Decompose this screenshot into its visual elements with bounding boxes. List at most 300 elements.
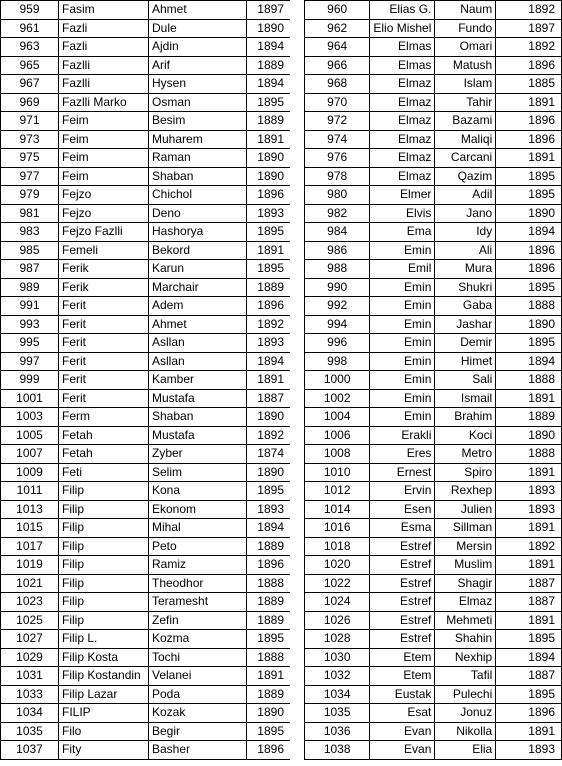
birth-year-cell: 1888 — [496, 371, 562, 390]
row-number-cell: 988 — [305, 260, 370, 279]
row-number-cell: 1002 — [305, 389, 370, 408]
birth-year-cell: 1896 — [496, 56, 562, 75]
first-name-cell: Elvis — [370, 204, 435, 223]
birth-year-cell: 1897 — [247, 1, 291, 20]
last-name-cell: Mihal — [149, 519, 247, 538]
birth-year-cell: 1874 — [247, 445, 291, 464]
row-number-cell: 985 — [1, 241, 59, 260]
table-row — [1, 426, 291, 445]
first-name-cell: Elmaz — [370, 93, 435, 112]
first-name-cell: Etem — [370, 667, 435, 686]
first-name-cell: Ferik — [59, 278, 149, 297]
birth-year-cell: 1889 — [247, 278, 291, 297]
table-row — [305, 722, 562, 741]
row-number-cell: 1021 — [1, 574, 59, 593]
last-name-cell: Ramiz — [149, 556, 247, 575]
first-name-cell: Ferit — [59, 297, 149, 316]
last-name-cell: Osman — [149, 93, 247, 112]
row-number-cell: 986 — [305, 241, 370, 260]
row-number-cell: 1004 — [305, 408, 370, 427]
first-name-cell: Fazlli — [59, 56, 149, 75]
first-name-cell: Fetah — [59, 426, 149, 445]
last-name-cell: Ahmet — [149, 1, 247, 20]
row-number-cell: 1022 — [305, 574, 370, 593]
table-row — [305, 500, 562, 519]
first-name-cell: Elmaz — [370, 130, 435, 149]
row-number-cell: 1038 — [305, 741, 370, 760]
birth-year-cell: 1896 — [247, 297, 291, 316]
first-name-cell: Elmer — [370, 186, 435, 205]
table-row — [305, 574, 562, 593]
table-row — [1, 463, 291, 482]
last-name-cell: Mehmeti — [435, 611, 496, 630]
last-name-cell: Pulechi — [435, 685, 496, 704]
birth-year-cell: 1892 — [496, 537, 562, 556]
birth-year-cell: 1890 — [247, 19, 291, 38]
table-row — [305, 482, 562, 501]
last-name-cell: Idy — [435, 223, 496, 242]
table-row — [305, 204, 562, 223]
first-name-cell: Elio Mishel — [370, 19, 435, 38]
table-row — [305, 223, 562, 242]
row-number-cell: 993 — [1, 315, 59, 334]
row-number-cell: 1035 — [305, 704, 370, 723]
first-name-cell: Emin — [370, 408, 435, 427]
row-number-cell: 971 — [1, 112, 59, 131]
first-name-cell: Filip — [59, 574, 149, 593]
first-name-cell: Eres — [370, 445, 435, 464]
first-name-cell: Filip — [59, 500, 149, 519]
table-row — [1, 38, 291, 57]
last-name-cell: Ali — [435, 241, 496, 260]
birth-year-cell: 1896 — [247, 741, 291, 760]
last-name-cell: Bekord — [149, 241, 247, 260]
table-row — [305, 371, 562, 390]
birth-year-cell: 1889 — [247, 112, 291, 131]
birth-year-cell: 1890 — [496, 204, 562, 223]
table-row — [305, 463, 562, 482]
table-row — [1, 130, 291, 149]
table-row — [1, 722, 291, 741]
birth-year-cell: 1895 — [247, 630, 291, 649]
last-name-cell: Velanei — [149, 667, 247, 686]
table-row — [1, 112, 291, 131]
last-name-cell: Rexhep — [435, 482, 496, 501]
first-name-cell: Esat — [370, 704, 435, 723]
table-row — [305, 519, 562, 538]
row-number-cell: 1017 — [1, 537, 59, 556]
birth-year-cell: 1891 — [496, 722, 562, 741]
birth-year-cell: 1891 — [247, 371, 291, 390]
birth-year-cell: 1892 — [496, 1, 562, 20]
table-row — [305, 167, 562, 186]
table-row — [1, 408, 291, 427]
last-name-cell: Teramesht — [149, 593, 247, 612]
row-number-cell: 1013 — [1, 500, 59, 519]
row-number-cell: 963 — [1, 38, 59, 57]
row-number-cell: 966 — [305, 56, 370, 75]
row-number-cell: 1008 — [305, 445, 370, 464]
first-name-cell: Emin — [370, 278, 435, 297]
birth-year-cell: 1892 — [247, 426, 291, 445]
row-number-cell: 995 — [1, 334, 59, 353]
first-name-cell: Elmaz — [370, 112, 435, 131]
row-number-cell: 1005 — [1, 426, 59, 445]
birth-year-cell: 1888 — [247, 648, 291, 667]
first-name-cell: Estref — [370, 556, 435, 575]
last-name-cell: Matush — [435, 56, 496, 75]
birth-year-cell: 1895 — [496, 685, 562, 704]
row-number-cell: 994 — [305, 315, 370, 334]
birth-year-cell: 1895 — [247, 223, 291, 242]
last-name-cell: Omari — [435, 38, 496, 57]
row-number-cell: 987 — [1, 260, 59, 279]
table-row — [305, 408, 562, 427]
birth-year-cell: 1890 — [496, 315, 562, 334]
table-row — [305, 593, 562, 612]
birth-year-cell: 1894 — [247, 519, 291, 538]
last-name-cell: Tahir — [435, 93, 496, 112]
first-name-cell: Elmas — [370, 38, 435, 57]
row-number-cell: 969 — [1, 93, 59, 112]
row-number-cell: 1000 — [305, 371, 370, 390]
row-number-cell: 1029 — [1, 648, 59, 667]
table-row — [305, 278, 562, 297]
first-name-cell: Filip — [59, 519, 149, 538]
last-name-cell: Nikolla — [435, 722, 496, 741]
table-row — [305, 445, 562, 464]
first-name-cell: Fazli — [59, 19, 149, 38]
first-name-cell: Elmaz — [370, 149, 435, 168]
last-name-cell: Mersin — [435, 537, 496, 556]
birth-year-cell: 1895 — [247, 482, 291, 501]
birth-year-cell: 1897 — [496, 19, 562, 38]
last-name-cell: Arif — [149, 56, 247, 75]
row-number-cell: 961 — [1, 19, 59, 38]
first-name-cell: Evan — [370, 741, 435, 760]
row-number-cell: 1034 — [1, 704, 59, 723]
row-number-cell: 1035 — [1, 722, 59, 741]
last-name-cell: Mustafa — [149, 426, 247, 445]
row-number-cell: 1020 — [305, 556, 370, 575]
first-name-cell: Filo — [59, 722, 149, 741]
table-row — [305, 648, 562, 667]
birth-year-cell: 1894 — [496, 648, 562, 667]
birth-year-cell: 1890 — [247, 463, 291, 482]
birth-year-cell: 1892 — [247, 315, 291, 334]
table-row — [1, 537, 291, 556]
last-name-cell: Julien — [435, 500, 496, 519]
row-number-cell: 1025 — [1, 611, 59, 630]
table-row — [305, 667, 562, 686]
last-name-cell: Karun — [149, 260, 247, 279]
row-number-cell: 1036 — [305, 722, 370, 741]
row-number-cell: 1028 — [305, 630, 370, 649]
first-name-cell: Estref — [370, 574, 435, 593]
table-row — [1, 186, 291, 205]
row-number-cell: 1018 — [305, 537, 370, 556]
row-number-cell: 982 — [305, 204, 370, 223]
birth-year-cell: 1895 — [496, 186, 562, 205]
table-row — [305, 1, 562, 20]
last-name-cell: Selim — [149, 463, 247, 482]
birth-year-cell: 1888 — [496, 297, 562, 316]
table-row — [1, 371, 291, 390]
last-name-cell: Shahin — [435, 630, 496, 649]
row-number-cell: 1006 — [305, 426, 370, 445]
last-name-cell: Nexhip — [435, 648, 496, 667]
row-number-cell: 981 — [1, 204, 59, 223]
row-number-cell: 991 — [1, 297, 59, 316]
table-row — [1, 500, 291, 519]
row-number-cell: 975 — [1, 149, 59, 168]
first-name-cell: FILIP — [59, 704, 149, 723]
first-name-cell: Emin — [370, 371, 435, 390]
last-name-cell: Adil — [435, 186, 496, 205]
birth-year-cell: 1889 — [247, 537, 291, 556]
first-name-cell: Emin — [370, 352, 435, 371]
table-row — [305, 352, 562, 371]
last-name-cell: Raman — [149, 149, 247, 168]
table-row — [1, 75, 291, 94]
row-number-cell: 996 — [305, 334, 370, 353]
last-name-cell: Mura — [435, 260, 496, 279]
table-row — [1, 241, 291, 260]
birth-year-cell: 1893 — [496, 500, 562, 519]
birth-year-cell: 1889 — [247, 56, 291, 75]
row-number-cell: 984 — [305, 223, 370, 242]
first-name-cell: Ferit — [59, 315, 149, 334]
table-row — [305, 38, 562, 57]
first-name-cell: Feim — [59, 167, 149, 186]
first-name-cell: Evan — [370, 722, 435, 741]
table-row — [1, 556, 291, 575]
row-number-cell: 1007 — [1, 445, 59, 464]
last-name-cell: Poda — [149, 685, 247, 704]
first-name-cell: Filip Kostandin — [59, 667, 149, 686]
row-number-cell: 978 — [305, 167, 370, 186]
table-row — [305, 149, 562, 168]
first-name-cell: Elmaz — [370, 167, 435, 186]
last-name-cell: Chichol — [149, 186, 247, 205]
first-name-cell: Feim — [59, 130, 149, 149]
birth-year-cell: 1893 — [247, 204, 291, 223]
first-name-cell: Ferm — [59, 408, 149, 427]
table-row — [305, 685, 562, 704]
row-number-cell: 960 — [305, 1, 370, 20]
birth-year-cell: 1891 — [496, 389, 562, 408]
birth-year-cell: 1896 — [496, 112, 562, 131]
row-number-cell: 1031 — [1, 667, 59, 686]
table-row — [1, 167, 291, 186]
table-row — [1, 519, 291, 538]
table-row — [1, 630, 291, 649]
last-name-cell: Jano — [435, 204, 496, 223]
row-number-cell: 959 — [1, 1, 59, 20]
row-number-cell: 967 — [1, 75, 59, 94]
table-row — [1, 704, 291, 723]
birth-year-cell: 1895 — [247, 260, 291, 279]
last-name-cell: Muslim — [435, 556, 496, 575]
table-row — [1, 297, 291, 316]
last-name-cell: Elmaz — [435, 593, 496, 612]
table-row — [1, 611, 291, 630]
last-name-cell: Hashorya — [149, 223, 247, 242]
table-row — [305, 297, 562, 316]
last-name-cell: Bazami — [435, 112, 496, 131]
row-number-cell: 989 — [1, 278, 59, 297]
table-row — [305, 426, 562, 445]
last-name-cell: Begir — [149, 722, 247, 741]
last-name-cell: Marchair — [149, 278, 247, 297]
row-number-cell: 965 — [1, 56, 59, 75]
birth-year-cell: 1894 — [496, 223, 562, 242]
last-name-cell: Koci — [435, 426, 496, 445]
last-name-cell: Adem — [149, 297, 247, 316]
last-name-cell: Gaba — [435, 297, 496, 316]
birth-year-cell: 1891 — [496, 93, 562, 112]
last-name-cell: Demir — [435, 334, 496, 353]
column-gap — [290, 0, 304, 766]
last-name-cell: Carcani — [435, 149, 496, 168]
birth-year-cell: 1895 — [247, 93, 291, 112]
first-name-cell: Filip — [59, 611, 149, 630]
row-number-cell: 1011 — [1, 482, 59, 501]
last-name-cell: Besim — [149, 112, 247, 131]
birth-year-cell: 1893 — [496, 482, 562, 501]
row-number-cell: 998 — [305, 352, 370, 371]
birth-year-cell: 1887 — [247, 389, 291, 408]
last-name-cell: Kozak — [149, 704, 247, 723]
last-name-cell: Mustafa — [149, 389, 247, 408]
first-name-cell: Filip — [59, 556, 149, 575]
last-name-cell: Naum — [435, 1, 496, 20]
last-name-cell: Jonuz — [435, 704, 496, 723]
last-name-cell: Elia — [435, 741, 496, 760]
row-number-cell: 964 — [305, 38, 370, 57]
row-number-cell: 974 — [305, 130, 370, 149]
table-row — [1, 482, 291, 501]
first-name-cell: Ferit — [59, 352, 149, 371]
row-number-cell: 1010 — [305, 463, 370, 482]
table-row — [305, 241, 562, 260]
first-name-cell: Ferik — [59, 260, 149, 279]
first-name-cell: Fetah — [59, 445, 149, 464]
birth-year-cell: 1896 — [496, 241, 562, 260]
birth-year-cell: 1888 — [496, 445, 562, 464]
table-row — [305, 130, 562, 149]
table-row — [1, 278, 291, 297]
birth-year-cell: 1890 — [247, 704, 291, 723]
row-number-cell: 1032 — [305, 667, 370, 686]
row-number-cell: 1009 — [1, 463, 59, 482]
birth-year-cell: 1895 — [496, 278, 562, 297]
first-name-cell: Fazli — [59, 38, 149, 57]
first-name-cell: Ferit — [59, 371, 149, 390]
first-name-cell: Elmas — [370, 56, 435, 75]
birth-year-cell: 1889 — [496, 408, 562, 427]
row-number-cell: 1023 — [1, 593, 59, 612]
first-name-cell: Estref — [370, 593, 435, 612]
table-row — [305, 630, 562, 649]
first-name-cell: Esen — [370, 500, 435, 519]
last-name-cell: Shukri — [435, 278, 496, 297]
last-name-cell: Zefin — [149, 611, 247, 630]
first-name-cell: Estref — [370, 630, 435, 649]
birth-year-cell: 1891 — [496, 149, 562, 168]
last-name-cell: Asllan — [149, 352, 247, 371]
first-name-cell: Feti — [59, 463, 149, 482]
last-name-cell: Deno — [149, 204, 247, 223]
table-row — [1, 19, 291, 38]
birth-year-cell: 1896 — [496, 130, 562, 149]
row-number-cell: 977 — [1, 167, 59, 186]
birth-year-cell: 1896 — [496, 260, 562, 279]
first-name-cell: Filip — [59, 482, 149, 501]
first-name-cell: Fazlli Marko — [59, 93, 149, 112]
first-name-cell: Estref — [370, 537, 435, 556]
first-name-cell: Fejzo Fazlli — [59, 223, 149, 242]
table-row — [305, 75, 562, 94]
birth-year-cell: 1891 — [496, 611, 562, 630]
table-row — [1, 648, 291, 667]
row-number-cell: 962 — [305, 19, 370, 38]
last-name-cell: Kamber — [149, 371, 247, 390]
first-name-cell: Fity — [59, 741, 149, 760]
row-number-cell: 1015 — [1, 519, 59, 538]
first-name-cell: Fejzo — [59, 186, 149, 205]
row-number-cell: 1016 — [305, 519, 370, 538]
table-row — [305, 186, 562, 205]
last-name-cell: Ahmet — [149, 315, 247, 334]
row-number-cell: 1033 — [1, 685, 59, 704]
birth-year-cell: 1892 — [496, 38, 562, 57]
last-name-cell: Hysen — [149, 75, 247, 94]
table-row — [1, 389, 291, 408]
last-name-cell: Shaban — [149, 167, 247, 186]
birth-year-cell: 1894 — [247, 352, 291, 371]
birth-year-cell: 1893 — [247, 334, 291, 353]
birth-year-cell: 1895 — [496, 334, 562, 353]
last-name-cell: Kona — [149, 482, 247, 501]
table-row — [305, 260, 562, 279]
first-name-cell: Ferit — [59, 334, 149, 353]
last-name-cell: Basher — [149, 741, 247, 760]
last-name-cell: Sillman — [435, 519, 496, 538]
table-row — [305, 556, 562, 575]
birth-year-cell: 1894 — [247, 38, 291, 57]
row-number-cell: 983 — [1, 223, 59, 242]
birth-year-cell: 1891 — [496, 463, 562, 482]
first-name-cell: Fejzo — [59, 204, 149, 223]
last-name-cell: Asllan — [149, 334, 247, 353]
birth-year-cell: 1890 — [496, 426, 562, 445]
last-name-cell: Theodhor — [149, 574, 247, 593]
last-name-cell: Shagir — [435, 574, 496, 593]
first-name-cell: Elias G. — [370, 1, 435, 20]
table-row — [1, 574, 291, 593]
table-row — [305, 315, 562, 334]
right-roster-table — [304, 0, 562, 760]
first-name-cell: Feim — [59, 149, 149, 168]
row-number-cell: 1019 — [1, 556, 59, 575]
birth-year-cell: 1887 — [496, 667, 562, 686]
last-name-cell: Muharem — [149, 130, 247, 149]
table-row — [1, 149, 291, 168]
birth-year-cell: 1896 — [247, 556, 291, 575]
first-name-cell: Emil — [370, 260, 435, 279]
first-name-cell: Ferit — [59, 389, 149, 408]
